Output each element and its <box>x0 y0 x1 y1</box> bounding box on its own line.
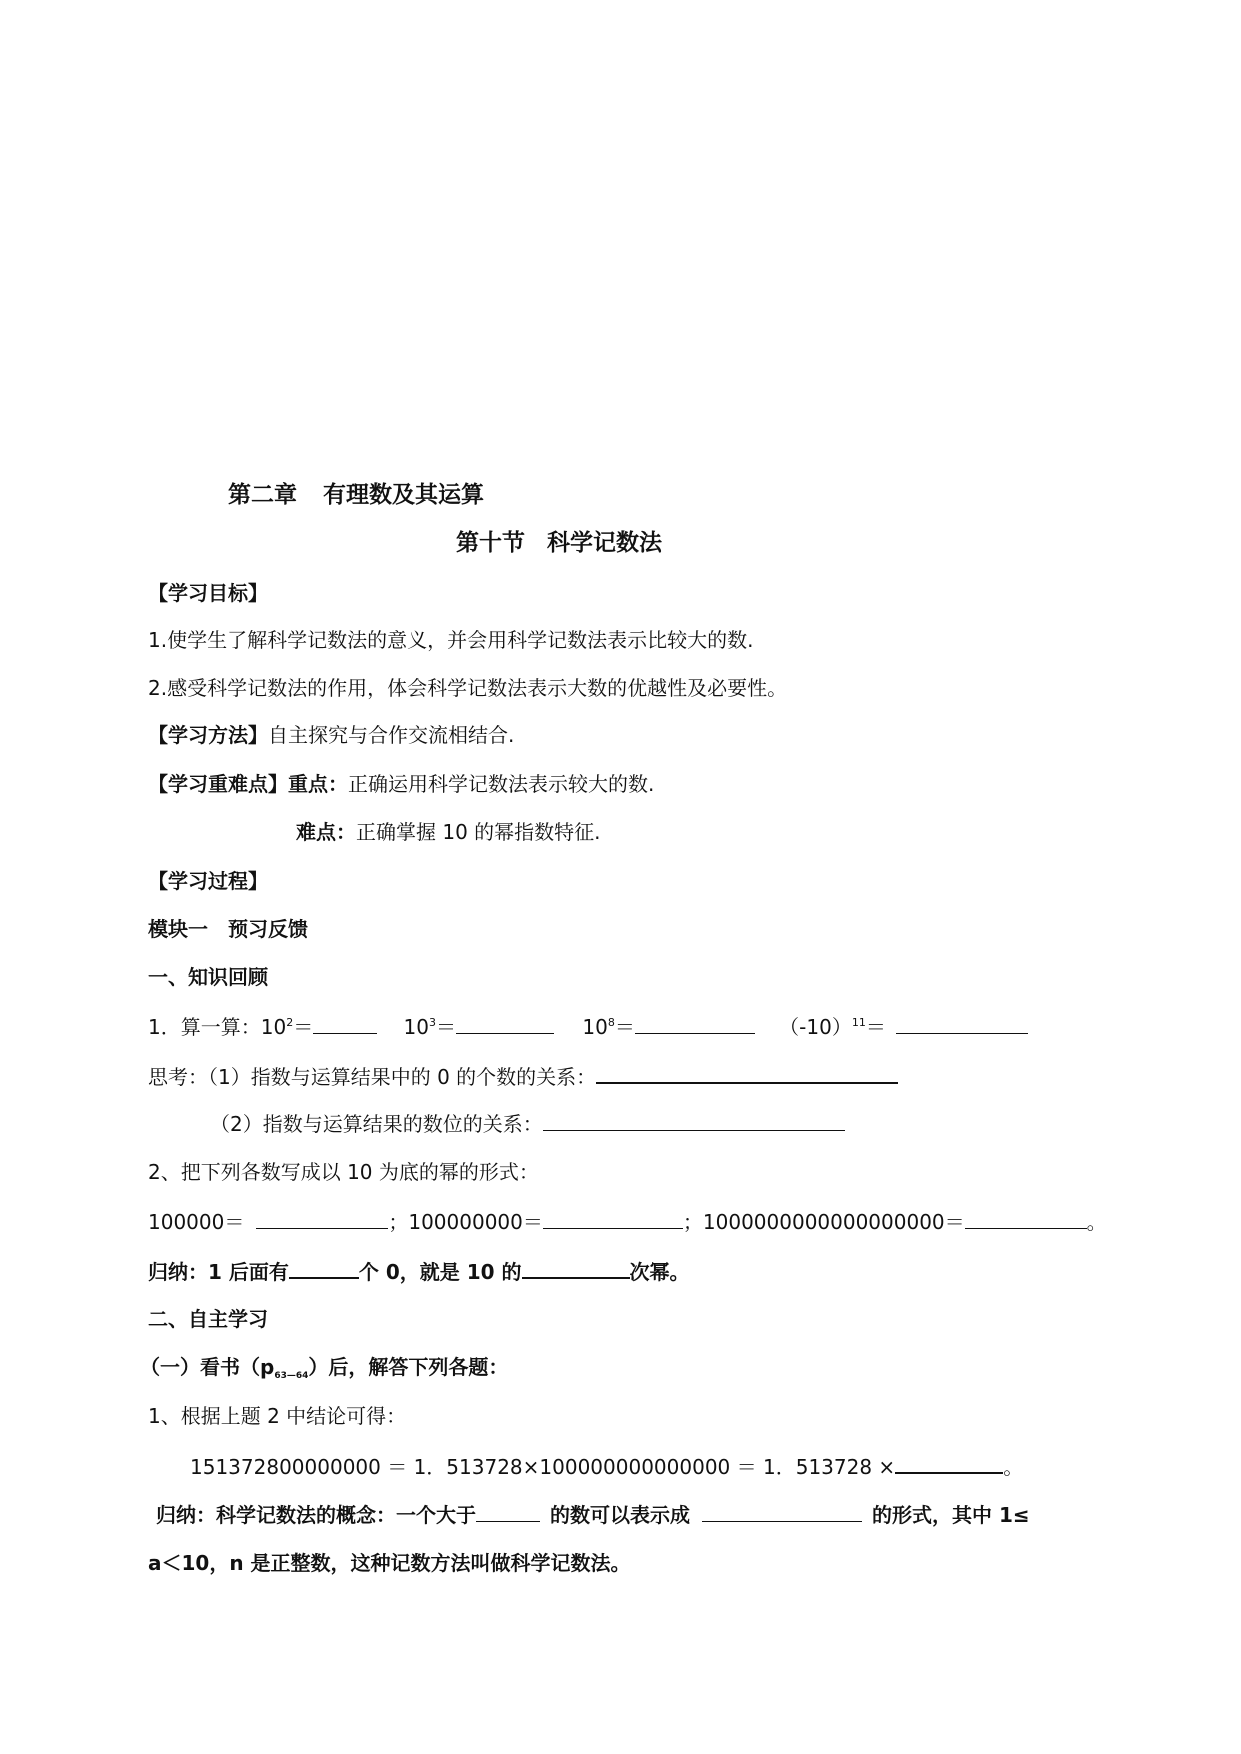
chapter-number: 第二章 <box>228 482 297 508</box>
equation-line: 151372800000000 ＝ 1．513728×100000000000000 ＝ 1．513728 × 。 <box>190 1452 1023 1480</box>
answer-blank[interactable] <box>289 1257 359 1279</box>
method-text: 自主探究与合作交流相结合. <box>268 723 515 747</box>
induction-2-continued: a＜10，n 是正整数，这种记数方法叫做科学记数法。 <box>148 1551 631 1575</box>
answer-blank[interactable] <box>702 1501 862 1522</box>
method-heading: 【学习方法】 <box>148 723 268 747</box>
keypoint-line <box>148 771 654 797</box>
method-line <box>148 722 514 748</box>
answer-blank[interactable] <box>965 1208 1087 1229</box>
reading-prompt: （一）看书$(p_{63—64})$后，解答下列各题： <box>140 1355 509 1381</box>
induction-1: 归纳：1 后面有 个 0，就是 10 的 次幂。 <box>148 1257 690 1285</box>
chapter-title <box>228 482 484 508</box>
think-1: 思考：（1）指数与运算结果中的 0 的个数的关系： <box>148 1062 898 1090</box>
question-3: 1、根据上题 2 中结论可得： <box>148 1404 407 1428</box>
key-text: 正确运用科学记数法表示较大的数. <box>348 772 655 796</box>
q1-label: 1．算一算： <box>148 1015 261 1039</box>
answer-blank[interactable] <box>522 1257 630 1279</box>
answer-blank[interactable] <box>313 1013 377 1034</box>
module-heading: 模块一 预习反馈 <box>148 917 308 941</box>
process-heading: 【学习过程】 <box>148 869 268 893</box>
answer-blank[interactable] <box>543 1208 683 1229</box>
answer-blank[interactable] <box>895 1452 1003 1474</box>
difficulty-line <box>296 819 601 845</box>
part2-heading: 二、自主学习 <box>148 1307 268 1331</box>
answer-blank[interactable] <box>896 1013 1028 1034</box>
section-number: 第十节 <box>456 530 525 556</box>
section-name: 科学记数法 <box>547 530 662 556</box>
question-2: 2、把下列各数写成以 10 为底的幂的形式： <box>148 1160 539 1184</box>
think-2: （2）指数与运算结果的数位的关系： <box>210 1110 845 1137</box>
induction-2: 归纳：科学记数法的概念：一个大于 的数可以表示成 的形式，其中 1≤ <box>156 1503 1030 1527</box>
question-1: 1．算一算：$10^2= 10^3= 10^8= (-10)^{11}=$ <box>148 1013 1028 1040</box>
objective-item: 2.感受科学记数法的作用，体会科学记数法表示大数的优越性及必要性。 <box>148 676 788 700</box>
keypoints-heading: 【学习重难点】 <box>148 772 288 796</box>
chapter-name: 有理数及其运算 <box>323 482 484 508</box>
part1-heading: 一、知识回顾 <box>148 965 268 989</box>
answer-blank[interactable] <box>256 1208 388 1229</box>
section-title <box>456 530 662 556</box>
answer-blank[interactable] <box>596 1062 898 1084</box>
answer-blank[interactable] <box>476 1501 540 1522</box>
key-label: 重点： <box>288 772 348 796</box>
answer-blank[interactable] <box>456 1013 554 1034</box>
objectives-heading: 【学习目标】 <box>148 581 268 605</box>
objective-item: 1.使学生了解科学记数法的意义，并会用科学记数法表示比较大的数. <box>148 628 754 652</box>
difficulty-text: 正确掌握 10 的幂指数特征. <box>356 820 601 844</box>
answer-blank[interactable] <box>543 1110 845 1131</box>
difficulty-label: 难点： <box>296 820 356 844</box>
answer-blank[interactable] <box>635 1013 755 1034</box>
question-2-items: 100000＝ ；100000000＝ ；1000000000000000000＝ 。 <box>148 1210 1107 1234</box>
